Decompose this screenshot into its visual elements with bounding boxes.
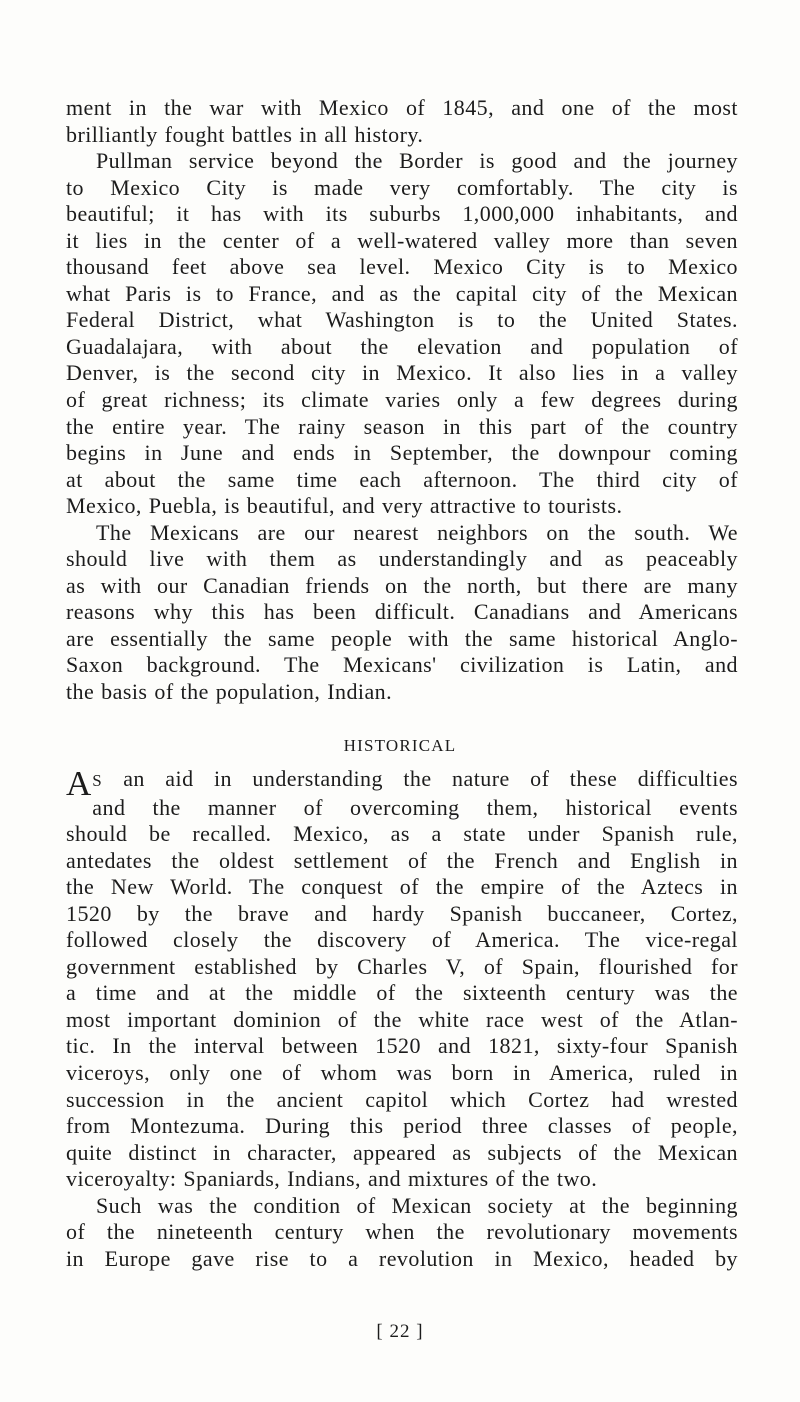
text-line: Saxon background. The Mexicans' civilization is Latin, and	[66, 652, 738, 678]
text-line: viceroys, only one of whom was born in America, ruled in	[66, 1060, 738, 1086]
text-line: from Montezuma. During this period three classes of people,	[66, 1113, 738, 1139]
text-line: Federal District, what Washington is to the United States.	[66, 307, 738, 333]
text-line: the basis of the population, Indian.	[66, 679, 393, 705]
text-line: at about the same time each afternoon. The third city of	[66, 466, 738, 492]
text-line: beautiful; it has with its suburbs 1,000,000 inhabitants, and	[66, 201, 738, 227]
text-line: brilliantly fought battles in all history.	[66, 121, 424, 147]
drop-cap: A	[66, 764, 92, 803]
text-line: ment in the war with Mexico of 1845, and one of the most	[66, 95, 738, 120]
text-line: quite distinct in character, appeared as subjects of the Mexican	[66, 1139, 738, 1165]
text-line: viceroyalty: Spaniards, Indians, and mixtures of the two.	[66, 1166, 598, 1192]
text-line: as with our Canadian friends on the north, but there are many	[66, 572, 738, 598]
text-line: a time and at the middle of the sixteenth century was the	[66, 980, 738, 1006]
text-line: government established by Charles V, of Spain, flourished for	[66, 953, 738, 979]
text-line: in Europe gave rise to a revolution in Mexico, headed by	[66, 1245, 738, 1271]
body-text-upper	[66, 95, 738, 706]
first-word-smallcaps: S	[92, 771, 103, 790]
text-line: Such was the condition of Mexican society at the beginning	[96, 1192, 738, 1218]
text-line: it lies in the center of a well-watered valley more than seven	[66, 227, 738, 253]
text-line: of great richness; its climate varies only a few degrees during	[66, 387, 738, 413]
paragraph-nineteenth-century	[66, 1193, 738, 1273]
section-heading: HISTORICAL	[343, 736, 457, 755]
text-line: followed closely the discovery of America. The vice-regal	[66, 927, 738, 953]
text-line: should live with them as understandingly and as peaceably	[66, 546, 738, 572]
text-line: the New World. The conquest of the empire of the Aztecs in	[66, 874, 738, 900]
text-line: Denver, is the second city in Mexico. It also lies in a valley	[66, 360, 738, 386]
text-line: succession in the ancient capitol which Cortez had wrested	[66, 1086, 738, 1112]
text-line: thousand feet above sea level. Mexico City is to Mexico	[66, 254, 738, 280]
text-line: Guadalajara, with about the elevation and population of	[66, 333, 738, 359]
text-line: Pullman service beyond the Border is good and the journey	[96, 148, 738, 174]
text-line: most important dominion of the white race west of the Atlan-	[66, 1006, 738, 1032]
text-line: and the manner of overcoming them, historical events	[92, 794, 738, 820]
text-line: antedates the oldest settlement of the French and English in	[66, 847, 738, 873]
text-line-first	[66, 764, 738, 803]
text-line: of the nineteenth century when the revolutionary movements	[66, 1219, 738, 1245]
paragraph-neighbors	[66, 520, 738, 706]
text-line: The Mexicans are our nearest neighbors on the south. We	[96, 519, 738, 545]
text-line: reasons why this has been difficult. Canadians and Americans	[66, 599, 738, 625]
text-line: what Paris is to France, and as the capital city of the Mexican	[66, 280, 738, 306]
text-line: begins in June and ends in September, the downpour coming	[66, 440, 738, 466]
text-line: Mexico, Puebla, is beautiful, and very attractive to tourists.	[66, 493, 623, 519]
text-line: are essentially the same people with the same historical Anglo-	[66, 625, 738, 651]
text-line: tic. In the interval between 1520 and 1821, sixty-four Spanish	[66, 1033, 738, 1059]
paragraph-intro	[66, 95, 738, 148]
text-line: the entire year. The rainy season in this part of the country	[66, 413, 738, 439]
paragraph-historical	[66, 766, 738, 1193]
first-line-rest: an aid in understanding the nature of these difficulties	[123, 766, 738, 791]
page-number: [ 22 ]	[376, 1321, 424, 1342]
text-line: 1520 by the brave and hardy Spanish buccaneer, Cortez,	[66, 900, 738, 926]
body-text-lower	[66, 766, 738, 1272]
text-line: to Mexico City is made very comfortably. The city is	[66, 174, 738, 200]
text-line: should be recalled. Mexico, as a state under Spanish rule,	[66, 821, 738, 847]
paragraph-pullman	[66, 148, 738, 520]
